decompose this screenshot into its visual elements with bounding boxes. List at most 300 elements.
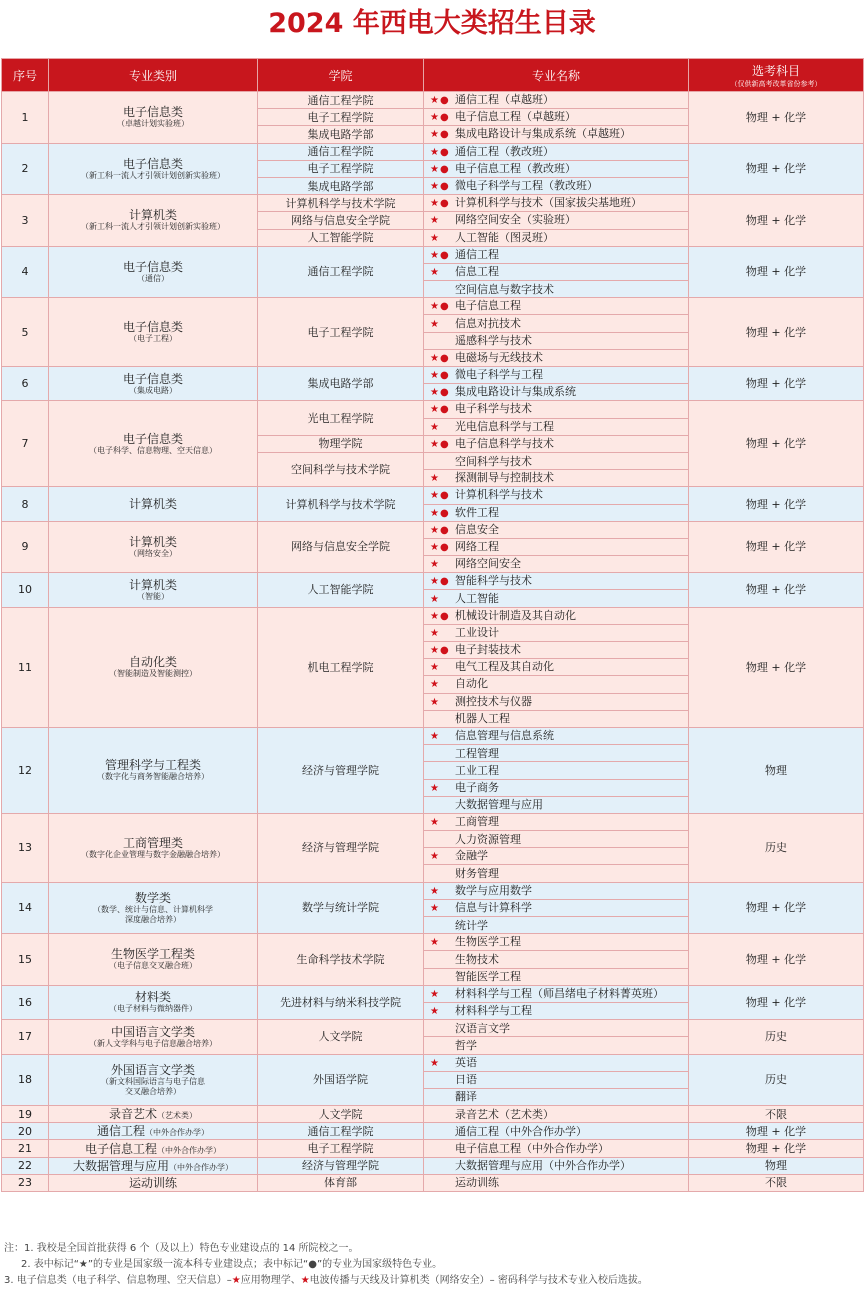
category-note: （新工科一流人才引领计划创新实验班） (81, 170, 225, 180)
category-note: （中外合作办学） (169, 1162, 233, 1172)
college-cell: 空间科学与技术学院 (258, 452, 424, 486)
table-row (2, 1174, 864, 1191)
major-name: 机器人工程 (455, 712, 510, 726)
major-cell (424, 212, 689, 229)
major-name: 工业工程 (455, 763, 499, 777)
category-name: 通信工程 (96, 1124, 145, 1139)
star-icon: ★ (430, 937, 440, 949)
star-icon: ★ (430, 731, 440, 743)
major-cell (424, 418, 689, 435)
footnote-3-part-b: 应用物理学、 (240, 1275, 301, 1286)
category-note: （中外合作办学） (145, 1128, 209, 1138)
table-row (2, 607, 864, 624)
major-cell (424, 865, 689, 882)
major-name: 人工智能（图灵班） (455, 230, 554, 244)
major-cell (424, 1020, 689, 1037)
major-cell (424, 160, 689, 177)
college-cell: 人工智能学院 (258, 229, 424, 246)
category-cell (49, 487, 258, 521)
major-cell (424, 934, 689, 951)
major-cell (424, 1002, 689, 1019)
category-name: 工商管理类 (122, 835, 183, 850)
category-name: 电子信息类 (122, 431, 183, 446)
college-cell: 生命科学技术学院 (258, 934, 424, 986)
major-name: 电子信息工程（卓越班） (455, 110, 576, 124)
seq-cell: 23 (2, 1174, 49, 1191)
major-name: 材料科学与工程（师昌绪电子材料菁英班） (455, 986, 664, 1000)
category-cell (49, 246, 258, 298)
category-name: 电子信息类 (122, 371, 183, 386)
major-name: 计算机科学与技术（国家拔尖基地班） (455, 196, 642, 210)
major-name: 工程管理 (455, 746, 499, 760)
star-icon: ★ (430, 232, 440, 244)
major-cell (424, 109, 689, 126)
major-cell (424, 281, 689, 298)
major-cell (424, 1140, 689, 1157)
star-dot-icon: ★● (430, 438, 450, 450)
seq-cell: 16 (2, 985, 49, 1019)
major-cell (424, 246, 689, 263)
major-cell (424, 899, 689, 916)
major-name: 生物医学工程 (455, 935, 521, 949)
table-row (2, 298, 864, 315)
major-name: 通信工程（中外合作办学） (455, 1124, 587, 1138)
major-cell (424, 315, 689, 332)
footnote-2: 2. 表中标记“★”的专业是国家级一流本科专业建设点；表中标记“●”的专业为国家级特色专业。 (21, 1259, 443, 1270)
category-name: 运动训练 (128, 1175, 177, 1190)
category-cell (49, 573, 258, 607)
major-name: 计算机科学与技术 (455, 488, 543, 502)
college-cell: 经济与管理学院 (258, 813, 424, 882)
major-name: 网络空间安全 (455, 557, 521, 571)
subjects-cell: 不限 (689, 1106, 864, 1123)
subjects-cell: 物理 + 化学 (689, 607, 864, 727)
category-note: （新文科国际语言与电子信息 (101, 1076, 205, 1086)
subjects-cell: 物理 (689, 727, 864, 813)
subjects-cell: 历史 (689, 813, 864, 882)
table-row (2, 882, 864, 899)
major-cell (424, 521, 689, 538)
major-name: 微电子科学与工程（教改班） (455, 179, 598, 193)
major-name: 微电子科学与工程 (455, 368, 543, 382)
category-cell (49, 92, 258, 144)
college-cell: 通信工程学院 (258, 92, 424, 109)
major-name: 电子信息工程（中外合作办学） (455, 1142, 609, 1156)
major-name: 探测制导与控制技术 (455, 471, 554, 485)
subjects-cell: 物理 + 化学 (689, 367, 864, 401)
major-name: 电子商务 (455, 780, 499, 794)
category-name: 电子信息类 (122, 259, 183, 274)
major-name: 遥感科学与技术 (455, 334, 532, 348)
major-name: 大数据管理与应用（中外合作办学） (455, 1159, 631, 1173)
category-name: 计算机类 (128, 497, 177, 511)
table-row (2, 195, 864, 212)
star-icon: ★ (430, 559, 440, 571)
table-row (2, 1123, 864, 1140)
category-cell (49, 1157, 258, 1174)
major-name: 集成电路设计与集成系统（卓越班） (455, 127, 631, 141)
category-name: 管理科学与工程类 (104, 758, 201, 773)
college-cell: 集成电路学部 (258, 367, 424, 401)
seq-cell: 3 (2, 195, 49, 247)
major-cell (424, 607, 689, 624)
subjects-cell: 物理 + 化学 (689, 298, 864, 367)
category-cell (49, 985, 258, 1019)
seq-cell: 18 (2, 1054, 49, 1106)
subjects-cell: 物理 + 化学 (689, 195, 864, 247)
major-name: 电子信息工程 (455, 299, 521, 313)
star-dot-icon: ★● (430, 524, 450, 536)
major-name: 电子科学与技术 (455, 402, 532, 416)
major-cell (424, 624, 689, 641)
table-row (2, 487, 864, 504)
college-cell: 光电工程学院 (258, 401, 424, 435)
footnote-3-part-a: 3. 电子信息类（电子科学、信息物理、空天信息）– (4, 1275, 232, 1286)
subjects-cell: 物理 (689, 1157, 864, 1174)
table-row (2, 246, 864, 263)
major-cell (424, 642, 689, 659)
subjects-cell: 物理 + 化学 (689, 487, 864, 521)
college-cell: 网络与信息安全学院 (258, 212, 424, 229)
table-row (2, 367, 864, 384)
star-dot-icon: ★● (430, 163, 450, 175)
star-icon: ★ (430, 1006, 440, 1018)
major-name: 信息对抗技术 (455, 316, 521, 330)
college-cell: 电子工程学院 (258, 298, 424, 367)
major-name: 智能科学与技术 (455, 574, 532, 588)
footnote-3 (4, 1273, 860, 1289)
major-name: 通信工程 (455, 247, 499, 261)
star-dot-icon: ★● (430, 490, 450, 502)
major-cell (424, 332, 689, 349)
major-name: 电子信息工程（教改班） (455, 161, 576, 175)
major-cell (424, 538, 689, 555)
major-cell (424, 813, 689, 830)
star-icon: ★ (430, 885, 440, 897)
category-name: 生物医学工程类 (110, 947, 195, 962)
category-note: （通信） (137, 273, 169, 283)
major-cell (424, 384, 689, 401)
college-cell: 通信工程学院 (258, 246, 424, 298)
major-name: 人工智能 (455, 591, 499, 605)
table-row (2, 1106, 864, 1123)
star-icon: ★ (430, 988, 440, 1000)
category-note: （数学、统计与信息、计算机科学 (93, 904, 213, 914)
category-note-line2: 深度融合培养） (125, 914, 181, 924)
star-dot-icon: ★● (430, 387, 450, 399)
major-name: 网络空间安全（实验班） (455, 213, 576, 227)
college-cell: 机电工程学院 (258, 607, 424, 727)
category-cell (49, 367, 258, 401)
major-name: 电气工程及其自动化 (455, 660, 554, 674)
category-cell (49, 1020, 258, 1054)
major-name: 生物技术 (455, 952, 499, 966)
major-cell (424, 676, 689, 693)
star-icon: ★ (430, 679, 440, 691)
major-name: 汉语言文学 (455, 1021, 510, 1035)
category-cell (49, 1106, 258, 1123)
major-cell (424, 1071, 689, 1088)
major-name: 网络工程 (455, 539, 499, 553)
major-cell (424, 126, 689, 143)
table-row (2, 985, 864, 1002)
major-name: 哲学 (455, 1038, 477, 1052)
college-cell: 电子工程学院 (258, 1140, 424, 1157)
admission-catalog-table (1, 58, 864, 1192)
major-name: 通信工程（教改班） (455, 144, 554, 158)
major-cell (424, 590, 689, 607)
subjects-cell: 物理 + 化学 (689, 573, 864, 607)
category-note: （中外合作办学） (157, 1145, 221, 1155)
star-dot-icon: ★● (430, 507, 450, 519)
major-cell (424, 452, 689, 469)
major-cell (424, 968, 689, 985)
category-name: 大数据管理与应用 (72, 1158, 169, 1173)
college-cell: 外国语学院 (258, 1054, 424, 1106)
major-cell (424, 92, 689, 109)
star-icon: ★ (430, 421, 440, 433)
college-cell: 电子工程学院 (258, 109, 424, 126)
major-name: 工业设计 (455, 625, 499, 639)
category-note: （集成电路） (129, 385, 177, 395)
major-cell (424, 504, 689, 521)
major-name: 英语 (455, 1055, 477, 1069)
category-name: 材料类 (134, 990, 171, 1005)
category-cell (49, 607, 258, 727)
major-name: 软件工程 (455, 505, 499, 519)
star-dot-icon: ★● (430, 129, 450, 141)
major-name: 金融学 (455, 849, 488, 863)
category-name: 自动化类 (128, 655, 177, 670)
subjects-cell: 历史 (689, 1020, 864, 1054)
star-icon: ★ (430, 662, 440, 674)
college-cell: 人文学院 (258, 1020, 424, 1054)
major-name: 集成电路设计与集成系统 (455, 385, 576, 399)
category-cell (49, 1140, 258, 1157)
seq-cell: 1 (2, 92, 49, 144)
seq-cell: 5 (2, 298, 49, 367)
star-dot-icon: ★● (430, 370, 450, 382)
table-row (2, 727, 864, 744)
major-name: 信息管理与信息系统 (455, 729, 554, 743)
table-row (2, 573, 864, 590)
subjects-cell: 物理 + 化学 (689, 92, 864, 144)
footnote-3-part-c: 电波传播与天线及计算机类（网络安全）– 密码科学与技术专业入校后选拔。 (309, 1275, 648, 1286)
seq-cell: 4 (2, 246, 49, 298)
category-name: 电子信息类 (122, 320, 183, 335)
category-note: （电子信息交叉融合班） (109, 961, 197, 971)
seq-cell: 14 (2, 882, 49, 934)
table-row (2, 401, 864, 418)
major-cell (424, 367, 689, 384)
category-name: 数学类 (134, 890, 171, 905)
star-icon: ★ (430, 782, 440, 794)
footnotes (4, 1241, 860, 1289)
table-row (2, 1157, 864, 1174)
subjects-cell: 物理 + 化学 (689, 934, 864, 986)
major-cell (424, 882, 689, 899)
major-name: 空间信息与数字技术 (455, 282, 554, 296)
subjects-cell: 物理 + 化学 (689, 1123, 864, 1140)
college-cell: 经济与管理学院 (258, 727, 424, 813)
category-cell (49, 1123, 258, 1140)
seq-cell: 15 (2, 934, 49, 986)
college-cell: 数学与统计学院 (258, 882, 424, 934)
category-note: （艺术类） (157, 1111, 197, 1121)
header-college: 学院 (258, 59, 424, 92)
table-row (2, 1140, 864, 1157)
star-icon: ★ (430, 318, 440, 330)
seq-cell: 21 (2, 1140, 49, 1157)
major-cell (424, 349, 689, 366)
table-row (2, 143, 864, 160)
star-dot-icon: ★● (430, 404, 450, 416)
category-cell (49, 143, 258, 195)
page-title: 2024 年西电大类招生目录 (268, 8, 596, 39)
major-cell (424, 177, 689, 194)
category-note: （智能制造及智能测控） (109, 669, 197, 679)
star-icon: ★ (430, 1057, 440, 1069)
major-name: 材料科学与工程 (455, 1004, 532, 1018)
major-cell (424, 195, 689, 212)
star-dot-icon: ★● (430, 249, 450, 261)
footnote-1: 注：1. 我校是全国首批获得 6 个（及以上）特色专业建设点的 14 所院校之一。 (4, 1243, 359, 1254)
major-name: 财务管理 (455, 867, 499, 881)
category-name: 电子信息类 (122, 156, 183, 171)
major-name: 数学与应用数学 (455, 883, 532, 897)
subjects-cell: 物理 + 化学 (689, 1140, 864, 1157)
college-cell: 人文学院 (258, 1106, 424, 1123)
header-subjects (689, 59, 864, 92)
category-name: 计算机类 (128, 577, 177, 592)
major-cell (424, 727, 689, 744)
major-cell (424, 985, 689, 1002)
category-name: 计算机类 (128, 534, 177, 549)
star-dot-icon: ★● (430, 181, 450, 193)
college-cell: 体育部 (258, 1174, 424, 1191)
category-cell (49, 401, 258, 487)
table-row (2, 92, 864, 109)
category-note: （电子材料与微纳器件） (109, 1004, 197, 1014)
major-cell (424, 848, 689, 865)
major-cell (424, 470, 689, 487)
category-name: 中国语言文学类 (110, 1024, 195, 1039)
major-name: 人力资源管理 (455, 832, 521, 846)
college-cell: 人工智能学院 (258, 573, 424, 607)
major-cell (424, 298, 689, 315)
college-cell: 计算机科学与技术学院 (258, 487, 424, 521)
major-cell (424, 779, 689, 796)
seq-cell: 17 (2, 1020, 49, 1054)
star-dot-icon: ★● (430, 198, 450, 210)
category-name: 电子信息类 (122, 105, 183, 120)
star-dot-icon: ★● (430, 146, 450, 158)
major-cell (424, 796, 689, 813)
major-cell (424, 1088, 689, 1105)
star-icon: ★ (430, 696, 440, 708)
category-note: （电子科学、信息物理、空天信息） (89, 445, 217, 455)
seq-cell: 20 (2, 1123, 49, 1140)
star-dot-icon: ★● (430, 301, 450, 313)
category-cell (49, 195, 258, 247)
category-note: （电子工程） (129, 334, 177, 344)
seq-cell: 22 (2, 1157, 49, 1174)
category-note: （智能） (137, 591, 169, 601)
header-seq: 序号 (2, 59, 49, 92)
star-icon: ★ (231, 1275, 241, 1286)
header-subjects-label: 选考科目 (751, 63, 800, 78)
subjects-cell: 物理 + 化学 (689, 882, 864, 934)
major-cell (424, 693, 689, 710)
category-cell (49, 1174, 258, 1191)
major-name: 大数据管理与应用 (455, 798, 543, 812)
seq-cell: 9 (2, 521, 49, 573)
major-name: 电子封装技术 (455, 643, 521, 657)
major-name: 信息工程 (455, 264, 499, 278)
table-row (2, 1054, 864, 1071)
college-cell: 网络与信息安全学院 (258, 521, 424, 573)
star-icon: ★ (430, 816, 440, 828)
seq-cell: 8 (2, 487, 49, 521)
major-cell (424, 1123, 689, 1140)
star-icon: ★ (430, 902, 440, 914)
major-cell (424, 556, 689, 573)
major-cell (424, 1157, 689, 1174)
major-name: 自动化 (455, 677, 488, 691)
major-cell (424, 745, 689, 762)
table-row (2, 521, 864, 538)
major-name: 测控技术与仪器 (455, 694, 532, 708)
subjects-cell: 历史 (689, 1054, 864, 1106)
header-category: 专业类别 (49, 59, 258, 92)
seq-cell: 12 (2, 727, 49, 813)
category-note: （网络安全） (129, 548, 177, 558)
table-header-row (2, 59, 864, 92)
major-cell (424, 1106, 689, 1123)
category-cell (49, 521, 258, 573)
star-dot-icon: ★● (430, 576, 450, 588)
seq-cell: 6 (2, 367, 49, 401)
category-cell (49, 1054, 258, 1106)
major-name: 录音艺术（艺术类） (455, 1107, 554, 1121)
category-name: 电子信息工程 (84, 1141, 157, 1156)
major-name: 电磁场与无线技术 (455, 350, 543, 364)
major-name: 信息安全 (455, 522, 499, 536)
college-cell: 经济与管理学院 (258, 1157, 424, 1174)
header-subjects-note: （仅供新高考改革省份参考） (730, 79, 822, 88)
table-row (2, 1020, 864, 1037)
subjects-cell: 物理 + 化学 (689, 985, 864, 1019)
major-name: 空间科学与技术 (455, 454, 532, 468)
category-note-line2: 交叉融合培养） (125, 1086, 181, 1096)
category-note: （新工科一流人才引领计划创新实验班） (81, 222, 225, 232)
college-cell: 集成电路学部 (258, 126, 424, 143)
major-name: 日语 (455, 1073, 477, 1087)
star-icon: ★ (430, 473, 440, 485)
category-note: （卓越计划实验班） (117, 119, 189, 129)
major-cell (424, 831, 689, 848)
major-cell (424, 710, 689, 727)
major-cell (424, 1054, 689, 1071)
category-name: 外国语言文学类 (110, 1062, 195, 1077)
college-cell: 通信工程学院 (258, 143, 424, 160)
college-cell: 电子工程学院 (258, 160, 424, 177)
category-note: （数字化与商务智能融合培养） (97, 772, 209, 782)
major-cell (424, 917, 689, 934)
subjects-cell: 物理 + 化学 (689, 401, 864, 487)
table-row (2, 934, 864, 951)
star-dot-icon: ★● (430, 610, 450, 622)
